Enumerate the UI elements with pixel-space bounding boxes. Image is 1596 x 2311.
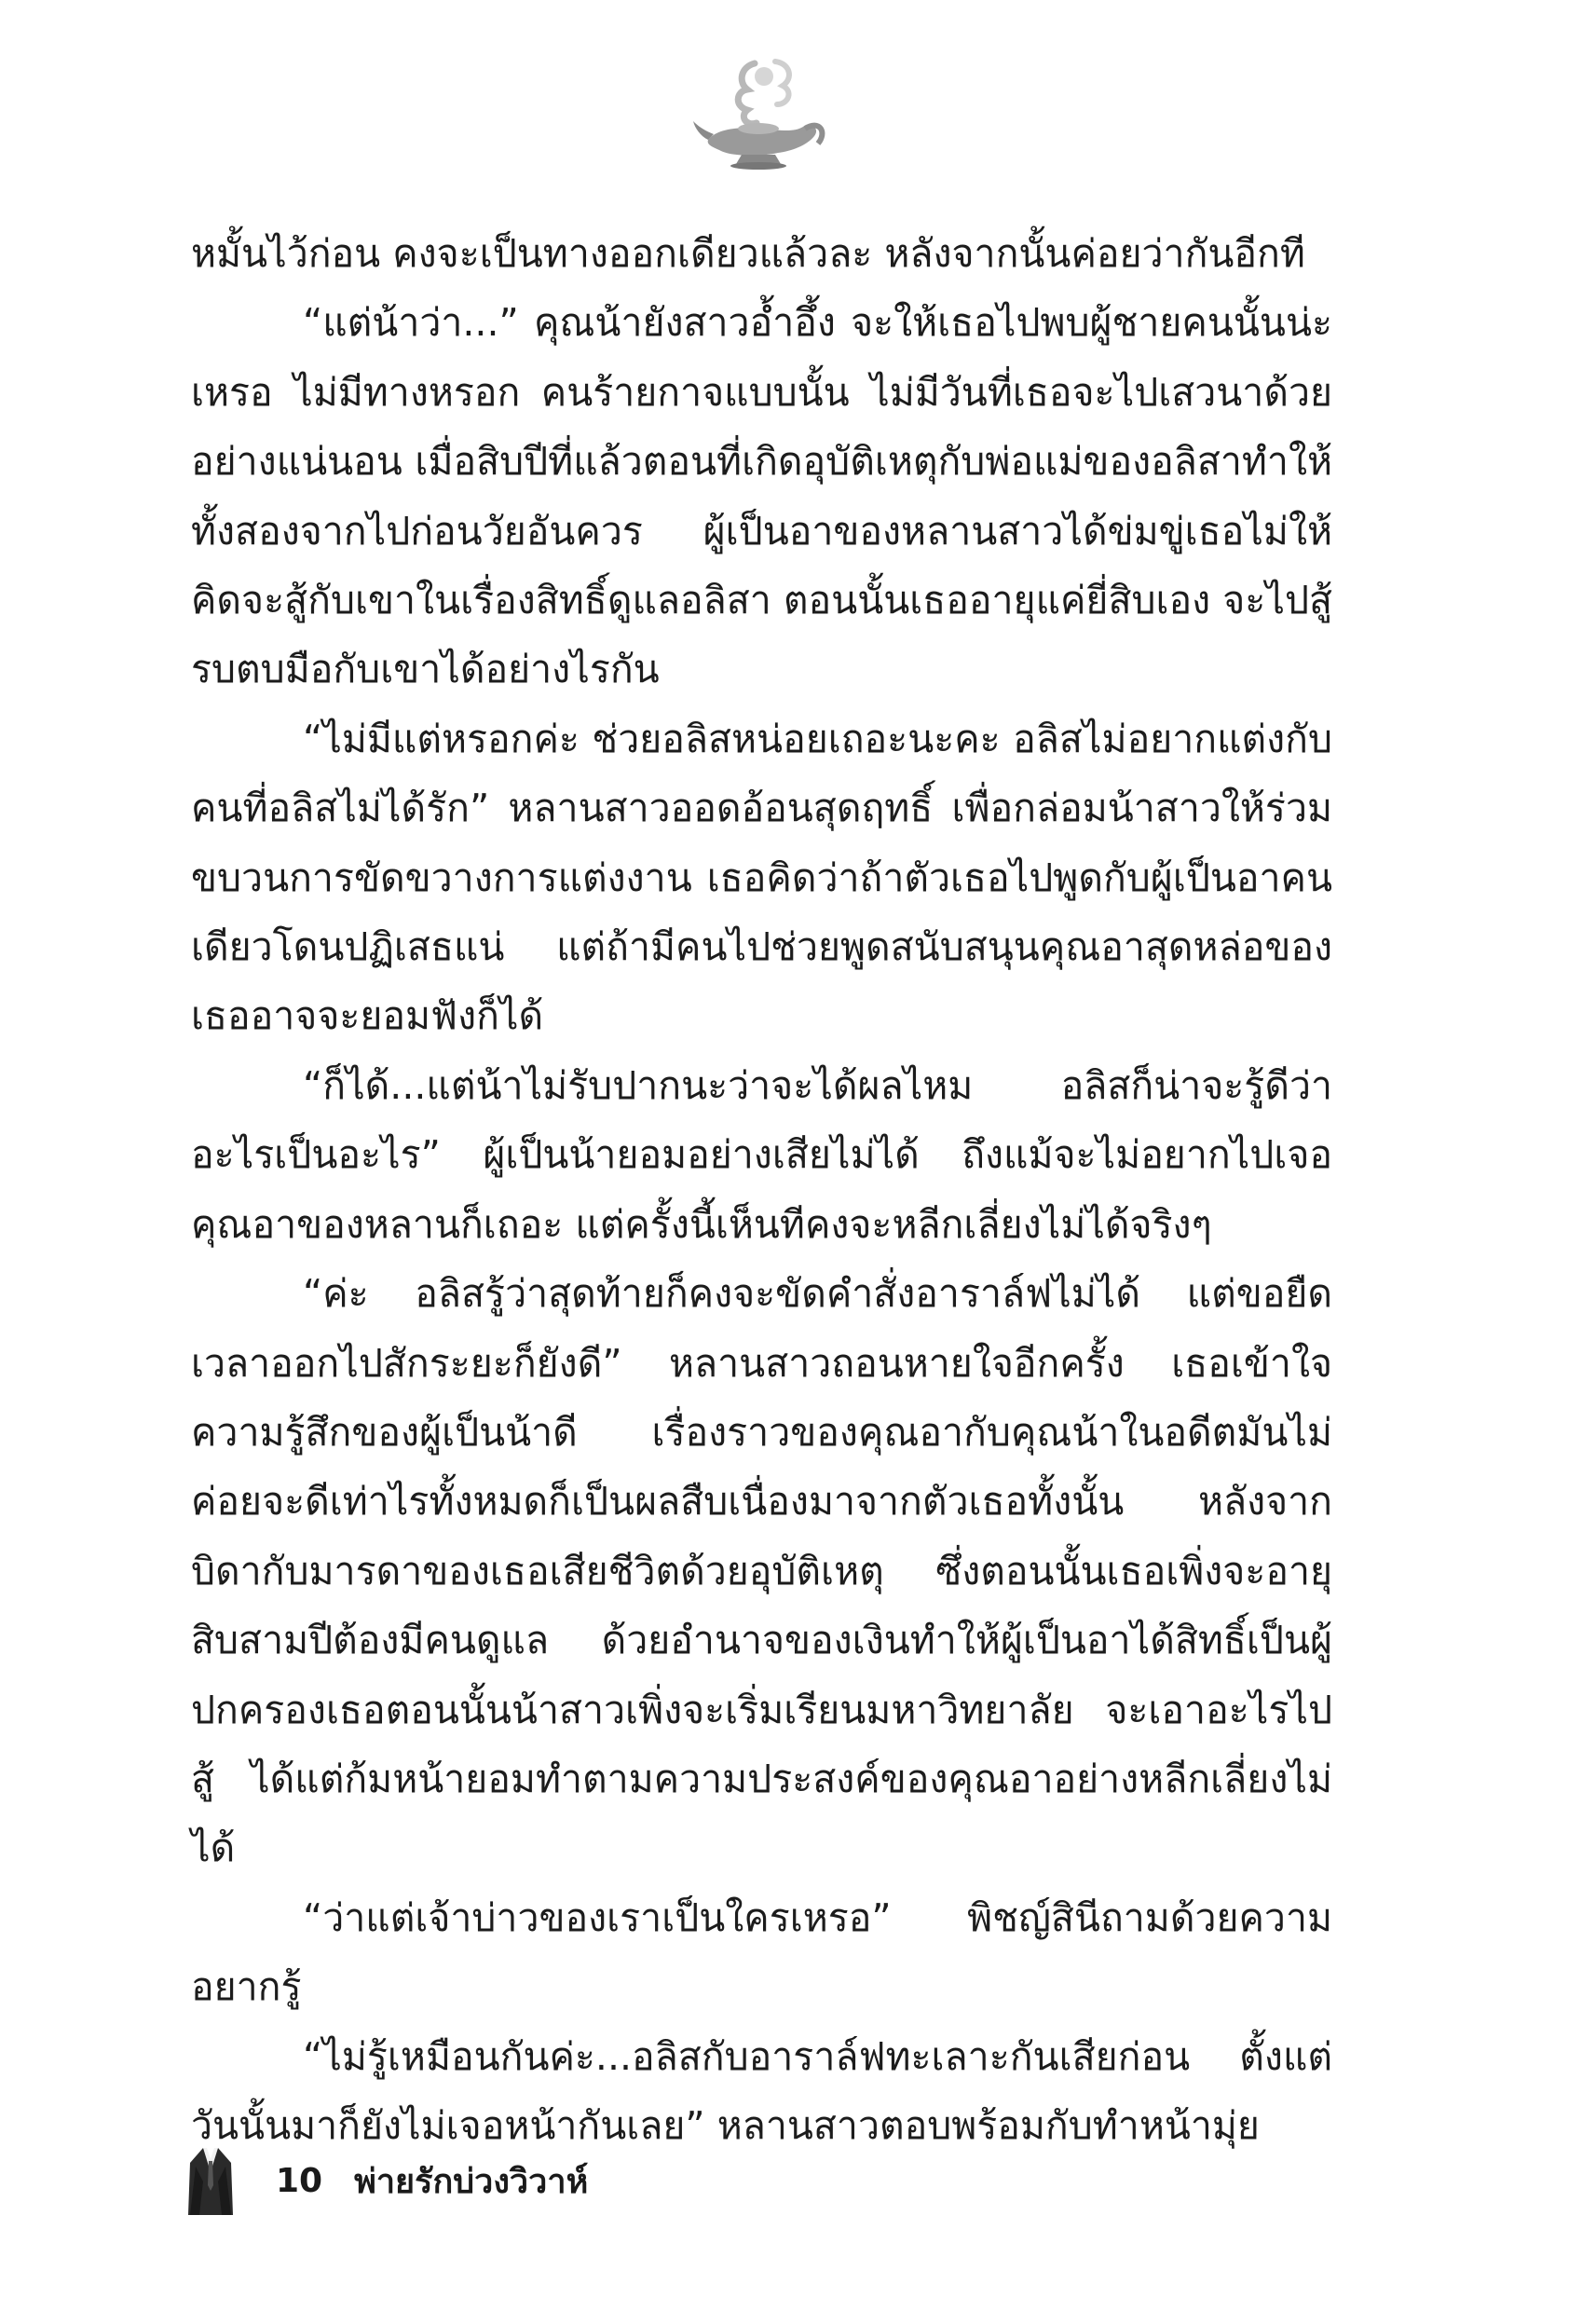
- genie-lamp-icon: [689, 54, 829, 175]
- paragraph: “ค่ะ อลิสรู้ว่าสุดท้ายก็คงจะขัดคำสั่งอาราล์ฟไม่ได้ แต่ขอยืดเวลาออกไปสักระยะก็ยังดี” หลานสาวถอนหายใจอีกครั้ง เธอเข้าใจความรู้สึกของผู้เป็นน้าดี เรื่องราวของคุณอากับคุณน้าในอดีตมันไม่ค่อยจะดีเท่าไรทั้งหมดก็เป็นผลสืบเนื่องมาจากตัวเธอทั้งนั้น หลังจากบิดากับมารดาของเธอเสียชีวิตด้วยอุบัติเหตุ ซึ่งตอนนั้นเธอเพิ่งจะอายุสิบสามปีต้องมีคนดูแล ด้วยอำนาจของเงินทำให้ผู้เป็นอาได้สิทธิ์เป็นผู้ปกครองเธอตอนนั้นน้าสาวเพิ่งจะเริ่มเรียนมหาวิทยาลัย จะเอาอะไรไปสู้ ได้แต่ก้มหน้ายอมทำตามความประสงค์ของคุณอาอย่างหลีกเลี่ยงไม่ได้: [191, 1271, 1332, 1871]
- paragraph: “ว่าแต่เจ้าบ่าวของเราเป็นใครเหรอ” พิชญ์สินีถามด้วยความอยากรู้: [191, 1894, 1332, 2010]
- paragraph: หมั้นไว้ก่อน คงจะเป็นทางออกเดียวแล้วละ หลังจากนั้นค่อยว่ากันอีกที: [191, 231, 1305, 276]
- suit-icon: [186, 2144, 235, 2217]
- paragraph: “ก็ได้...แต่น้าไม่รับปากนะว่าจะได้ผลไหม อลิสก็น่าจะรู้ดีว่าอะไรเป็นอะไร” ผู้เป็นน้ายอมอย่างเสียไม่ได้ ถึงแม้จะไม่อยากไปเจอคุณอาของหลานก็เถอะ แต่ครั้งนี้เห็นทีคงจะหลีกเลี่ยงไม่ได้จริงๆ: [191, 1062, 1332, 1247]
- page-number: 10: [276, 2161, 323, 2200]
- body-text: [191, 219, 1332, 2160]
- page-footer: [186, 2143, 588, 2218]
- book-title: พ่ายรักบ่วงวิวาห์: [354, 2162, 589, 2201]
- paragraph: “แต่น้าว่า...” คุณน้ายังสาวอ้ำอึ้ง จะให้เธอไปพบผู้ชายคนนั้นน่ะเหรอ ไม่มีทางหรอก คนร้ายกาจแบบนั้น ไม่มีวันที่เธอจะไปเสวนาด้วยอย่างแน่นอน เมื่อสิบปีที่แล้วตอนที่เกิดอุบัติเหตุกับพ่อแม่ของอลิสาทำให้ทั้งสองจากไปก่อนวัยอันควร ผู้เป็นอาของหลานสาวได้ข่มขู่เธอไม่ให้คิดจะสู้กับเขาในเรื่องสิทธิ์ดูแลอลิสา ตอนนั้นเธออายุแค่ยี่สิบเอง จะไปสู้รบตบมือกับเขาได้อย่างไรกัน: [191, 300, 1332, 692]
- paragraph: “ไม่รู้เหมือนกันค่ะ...อลิสกับอาราล์ฟทะเลาะกันเสียก่อน ตั้งแต่วันนั้นมาก็ยังไม่เจอหน้ากันเลย” หลานสาวตอบพร้อมกับทำหน้ามุ่ย: [191, 2033, 1332, 2148]
- paragraph: “ไม่มีแต่หรอกค่ะ ช่วยอลิสหน่อยเถอะนะคะ อลิสไม่อยากแต่งกับคนที่อลิสไม่ได้รัก” หลานสาวออดอ้อนสุดฤทธิ์ เพื่อกล่อมน้าสาวให้ร่วมขบวนการขัดขวางการแต่งงาน เธอคิดว่าถ้าตัวเธอไปพูดกับผู้เป็นอาคนเดียวโดนปฏิเสธแน่ แต่ถ้ามีคนไปช่วยพูดสนับสนุนคุณอาสุดหล่อของเธออาจจะยอมฟังก็ได้: [191, 716, 1332, 1039]
